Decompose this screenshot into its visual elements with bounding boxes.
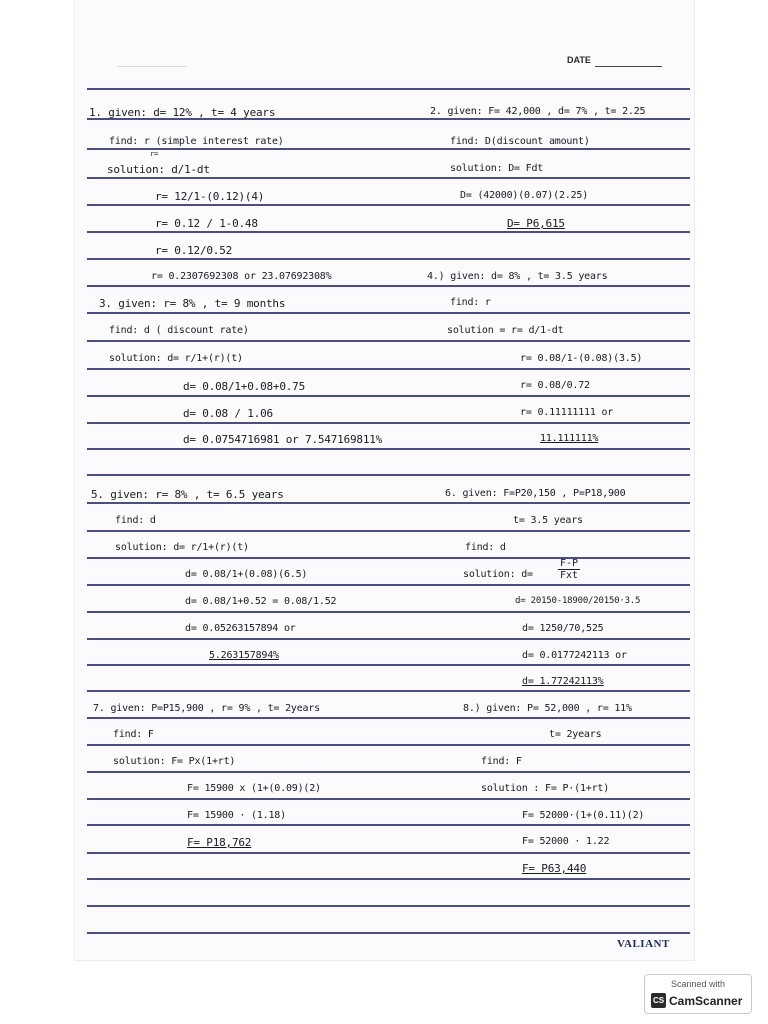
problem-1-solution: solution: d/1-dt: [107, 163, 210, 176]
problem-8-step-2: F= 52000 · 1.22: [522, 836, 610, 847]
problem-1-step-1: r= 12/1-(0.12)(4): [155, 190, 265, 203]
problem-7-solution: solution: F= Px(1+rt): [113, 756, 236, 767]
problem-8-given-t: t= 2years: [549, 729, 602, 740]
problem-5-answer: 5.263157894%: [209, 650, 279, 661]
problem-5-step-2: d= 0.08/1+0.52 = 0.08/1.52: [185, 596, 337, 607]
problem-5-solution: solution: d= r/1+(r)(t): [115, 542, 249, 553]
problem-6-step-1: d= 20150-18900/20150·3.5: [515, 596, 641, 606]
ruled-line: [87, 690, 690, 692]
ruled-line: [87, 905, 690, 907]
ruled-line: [87, 638, 690, 640]
ruled-line: [87, 285, 690, 287]
ruled-line: [87, 258, 690, 260]
problem-5-step-3: d= 0.05263157894 or: [185, 623, 296, 634]
ruled-line: [87, 368, 690, 370]
fraction-denominator: Fxt: [560, 570, 579, 581]
problem-7-find: find: F: [113, 729, 154, 740]
problem-6-solution: solution: d=: [463, 569, 533, 580]
ghost-header-line: [117, 66, 187, 67]
problem-2-solution: solution: D= Fdt: [450, 163, 544, 174]
ruled-line: [87, 502, 690, 504]
ruled-line: [87, 771, 690, 773]
problem-7-answer: F= P18,762: [187, 836, 252, 849]
problem-4-given: 4.) given: d= 8% , t= 3.5 years: [427, 271, 608, 282]
problem-5-find: find: d: [115, 515, 156, 526]
problem-4-step-2: r= 0.08/0.72: [520, 380, 590, 391]
problem-6-step-3: d= 0.0177242113 or: [522, 650, 627, 661]
problem-6-answer: d= 1.77242113%: [522, 676, 604, 687]
date-underline: [595, 66, 662, 67]
problem-6-formula-fraction: [558, 558, 580, 581]
ruled-line: [87, 204, 690, 206]
ruled-line: [87, 177, 690, 179]
problem-6-given-t: t= 3.5 years: [513, 515, 583, 526]
ruled-line: [87, 878, 690, 880]
ruled-line: [87, 932, 690, 934]
problem-6-given: 6. given: F=P20,150 , P=P18,900: [445, 488, 626, 499]
problem-3-step-2: d= 0.08 / 1.06: [183, 407, 273, 420]
ruled-line: [87, 231, 690, 233]
problem-8-solution: solution : F= P·(1+rt): [481, 783, 610, 794]
problem-8-find: find: F: [481, 756, 522, 767]
problem-2-answer: D= P6,615: [507, 217, 565, 230]
problem-8-given: 8.) given: P= 52,000 , r= 11%: [463, 703, 632, 714]
ruled-line: [87, 798, 690, 800]
problem-3-step-3: d= 0.0754716981 or 7.547169811%: [183, 433, 383, 446]
problem-2-given: 2. given: F= 42,000 , d= 7% , t= 2.25: [430, 106, 646, 117]
problem-4-answer: 11.111111%: [540, 433, 599, 444]
problem-8-step-1: F= 52000·(1+(0.11)(2): [522, 810, 645, 821]
ruled-line: [87, 422, 690, 424]
ruled-line: [87, 530, 690, 532]
notebook-page: [75, 0, 694, 960]
ruled-line: [87, 584, 690, 586]
camscanner-badge: [644, 974, 752, 1014]
camscanner-brand-row: [651, 993, 742, 1008]
ruled-line: [87, 664, 690, 666]
ruled-line: [87, 88, 690, 90]
problem-1-step-2: r= 0.12 / 1-0.48: [155, 217, 258, 230]
problem-6-find: find: d: [465, 542, 506, 553]
ruled-line: [87, 557, 690, 559]
camscanner-name: CamScanner: [669, 993, 743, 1008]
problem-2-step-1: D= (42000)(0.07)(2.25): [460, 190, 589, 201]
problem-4-solution: solution = r= d/1-dt: [447, 325, 564, 336]
ruled-line: [87, 744, 690, 746]
problem-1-step-4: r= 0.2307692308 or 23.07692308%: [151, 271, 332, 282]
problem-4-step-3: r= 0.11111111 or: [520, 407, 614, 418]
problem-3-given: 3. given: r= 8% , t= 9 months: [99, 297, 286, 310]
problem-7-step-2: F= 15900 · (1.18): [187, 810, 286, 821]
problem-5-given: 5. given: r= 8% , t= 6.5 years: [91, 488, 284, 501]
ruled-line: [87, 395, 690, 397]
ruled-line: [87, 340, 690, 342]
ruled-line: [87, 474, 690, 476]
problem-1-step-3: r= 0.12/0.52: [155, 244, 233, 257]
problem-1-r-mark: r=: [150, 150, 159, 158]
problem-8-answer: F= P63,440: [522, 862, 587, 875]
camscanner-logo-icon: CS: [651, 993, 666, 1008]
date-label: DATE: [567, 55, 591, 65]
problem-4-find: find: r: [450, 297, 491, 308]
problem-1-find: find: r (simple interest rate): [109, 136, 284, 147]
ruled-line: [87, 448, 690, 450]
ruled-line: [87, 148, 690, 150]
ruled-line: [87, 312, 690, 314]
problem-3-step-1: d= 0.08/1+0.08+0.75: [183, 380, 306, 393]
ruled-line: [87, 717, 690, 719]
problem-6-step-2: d= 1250/70,525: [522, 623, 604, 634]
ruled-line: [87, 611, 690, 613]
problem-4-step-1: r= 0.08/1-(0.08)(3.5): [520, 353, 643, 364]
notebook-brand-logo: VALIANT: [617, 938, 670, 950]
problem-7-step-1: F= 15900 x (1+(0.09)(2): [187, 783, 321, 794]
scanned-with-label: Scanned with: [670, 979, 726, 989]
problem-3-find: find: d ( discount rate): [109, 325, 249, 336]
problem-1-given: 1. given: d= 12% , t= 4 years: [89, 106, 276, 119]
problem-5-step-1: d= 0.08/1+(0.08)(6.5): [185, 569, 308, 580]
fraction-numerator: F-P: [560, 558, 579, 569]
problem-3-solution: solution: d= r/1+(r)(t): [109, 353, 243, 364]
problem-2-find: find: D(discount amount): [450, 136, 590, 147]
problem-7-given: 7. given: P=P15,900 , r= 9% , t= 2years: [93, 703, 320, 714]
ruled-line: [87, 852, 690, 854]
ruled-line: [87, 824, 690, 826]
